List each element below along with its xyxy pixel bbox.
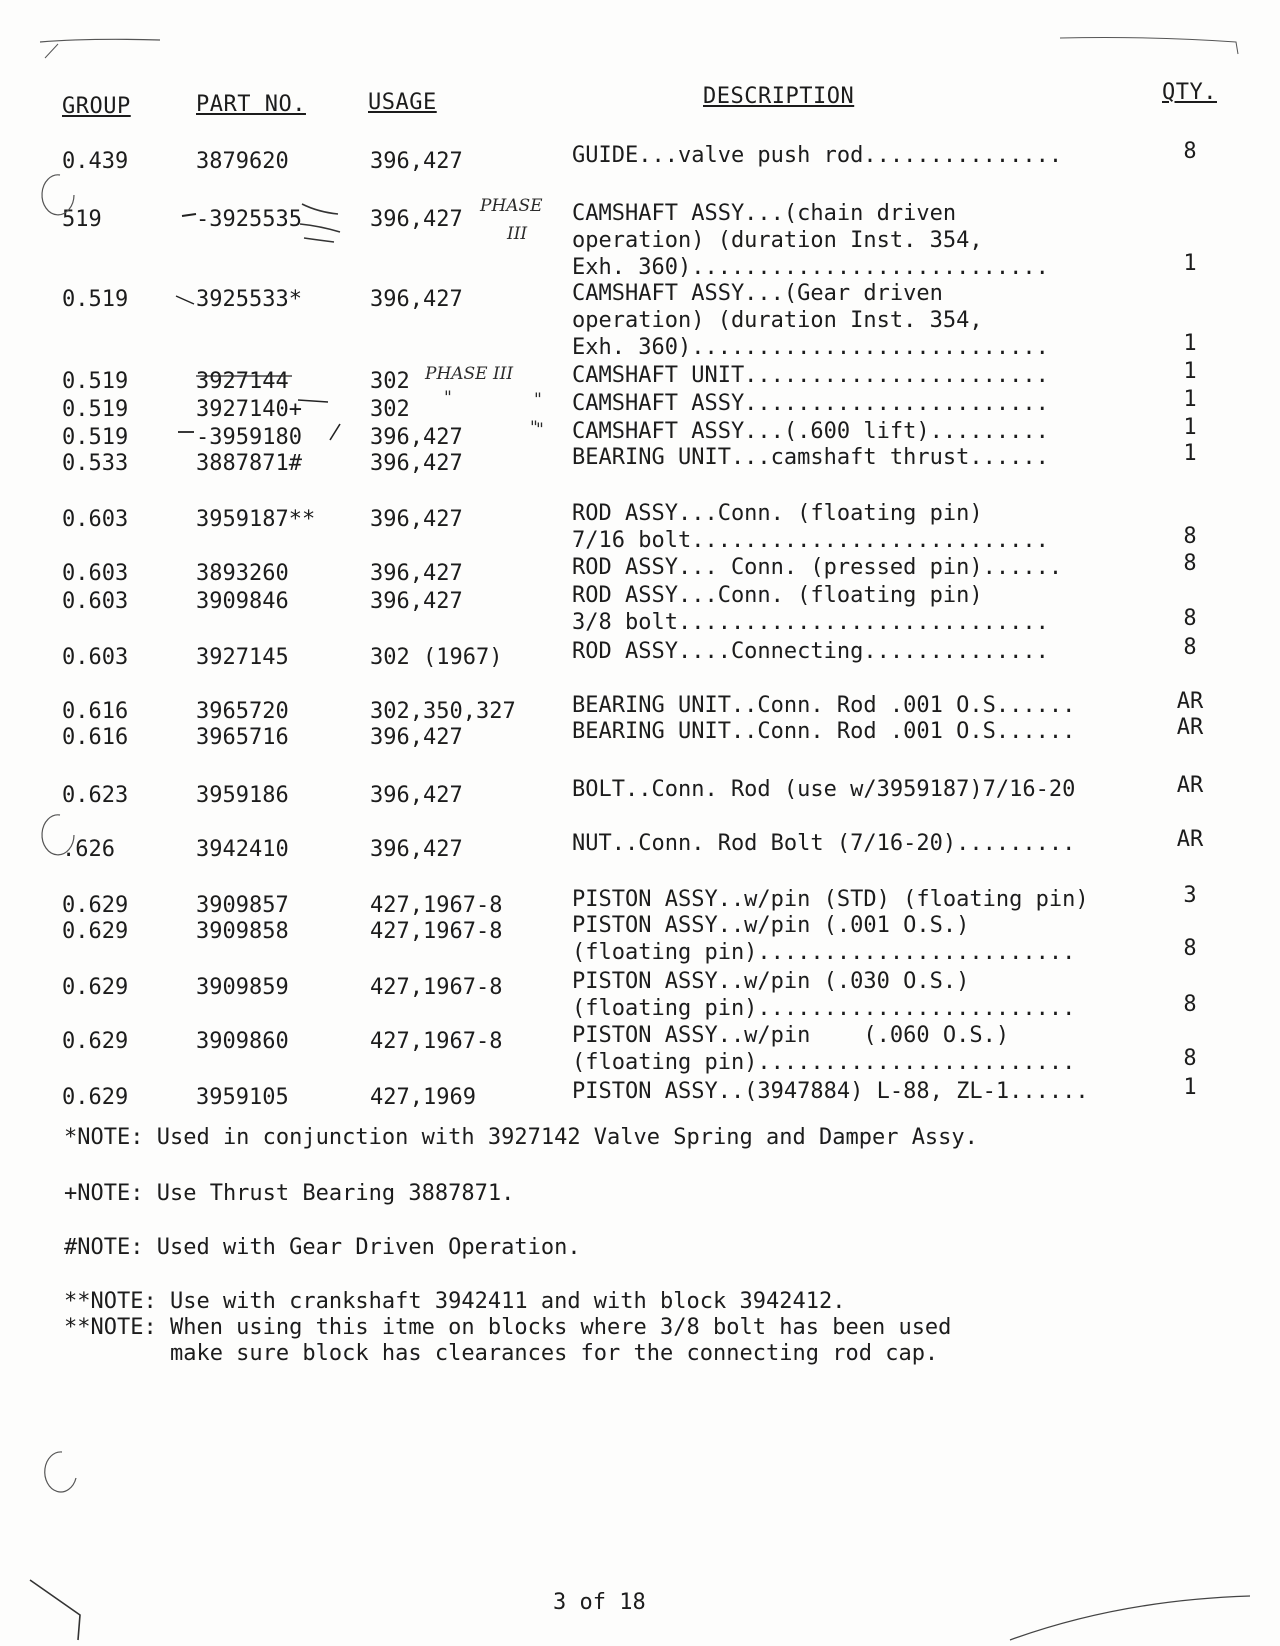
cell-usage: 396,427	[370, 589, 463, 614]
cell-group: 0.603	[62, 589, 129, 614]
note-line: **NOTE: Use with crankshaft 3942411 and with block 3942412.	[64, 1289, 846, 1314]
handwritten-scribble	[300, 204, 340, 232]
cell-part-no: -3959180	[196, 425, 302, 450]
cell-usage: 302	[370, 397, 410, 422]
cell-usage: 396,427	[370, 783, 463, 808]
cell-group: 0.519	[62, 369, 129, 394]
header-group: GROUP	[62, 94, 131, 119]
cell-part-no: 3879620	[196, 149, 289, 174]
cell-qty: 8	[1183, 992, 1197, 1017]
handwritten-dash	[182, 214, 196, 216]
cell-usage: 427,1967-8	[370, 1029, 503, 1054]
cell-group: 0.629	[62, 919, 129, 944]
cell-usage: 302,350,327	[370, 699, 516, 724]
handwritten-phase-note-2: PHASE III	[425, 364, 514, 384]
cell-description-line: NUT..Conn. Rod Bolt (7/16-20).........	[572, 831, 1076, 856]
cell-description-line: Exh. 360)...........................	[572, 255, 1049, 280]
cell-part-no: 3927144	[196, 369, 289, 394]
cell-group: 0.629	[62, 975, 129, 1000]
header-qty: QTY.	[1162, 80, 1217, 105]
note-line: make sure block has clearances for the connecting rod cap.	[64, 1341, 939, 1366]
handwritten-tick	[176, 296, 194, 304]
scan-mark	[30, 1580, 80, 1640]
cell-description-line: Exh. 360)...........................	[572, 335, 1049, 360]
cell-group: 0.519	[62, 287, 129, 312]
cell-group: 0.603	[62, 561, 129, 586]
cell-part-no: 3909859	[196, 975, 289, 1000]
cell-usage: 396,427	[370, 287, 463, 312]
cell-part-no: 3927145	[196, 645, 289, 670]
page-number: 3 of 18	[553, 1590, 646, 1615]
cell-part-no: 3887871#	[196, 451, 302, 476]
note-line: *NOTE: Used in conjunction with 3927142 Valve Spring and Damper Assy.	[64, 1125, 978, 1150]
handwritten-scribble	[304, 238, 334, 242]
cell-group: 0.629	[62, 1085, 129, 1110]
note-line: #NOTE: Used with Gear Driven Operation.	[64, 1235, 581, 1260]
cell-group: 0.603	[62, 645, 129, 670]
cell-qty: 8	[1183, 606, 1197, 631]
cell-part-no: 3909846	[196, 589, 289, 614]
cell-usage: 396,427	[370, 507, 463, 532]
header-description: DESCRIPTION	[703, 84, 855, 109]
cell-description-line: BOLT..Conn. Rod (use w/3959187)7/16-20	[572, 777, 1076, 802]
cell-qty: 8	[1183, 524, 1197, 549]
cell-group: 0.629	[62, 1029, 129, 1054]
cell-qty: 8	[1183, 635, 1197, 660]
handwritten-phase-note: PHASE	[480, 196, 543, 216]
scan-mark	[1010, 1596, 1250, 1640]
cell-description-line: PISTON ASSY..(3947884) L-88, ZL-1......	[572, 1079, 1089, 1104]
note-line: +NOTE: Use Thrust Bearing 3887871.	[64, 1181, 515, 1206]
cell-description-line: ROD ASSY...Conn. (floating pin)	[572, 501, 983, 526]
cell-group: 0.519	[62, 397, 129, 422]
cell-qty: 3	[1183, 883, 1197, 908]
cell-description-line: CAMSHAFT UNIT.......................	[572, 363, 1049, 388]
handwritten-tick	[330, 424, 340, 440]
cell-usage: 427,1969	[370, 1085, 476, 1110]
header-part-no: PART NO.	[196, 92, 306, 117]
cell-qty: 1	[1183, 441, 1197, 466]
cell-description-line: BEARING UNIT..Conn. Rod .001 O.S......	[572, 719, 1076, 744]
cell-part-no: 3965716	[196, 725, 289, 750]
scan-mark	[1060, 38, 1238, 55]
cell-part-no: 3909857	[196, 893, 289, 918]
cell-description-line: CAMSHAFT ASSY.......................	[572, 391, 1049, 416]
cell-qty: 1	[1183, 251, 1197, 276]
cell-part-no: -3925535	[196, 207, 302, 232]
cell-description-line: BEARING UNIT...camshaft thrust......	[572, 445, 1049, 470]
cell-qty: AR	[1176, 715, 1204, 740]
cell-group: 0.616	[62, 699, 129, 724]
cell-part-no: 3909858	[196, 919, 289, 944]
cell-qty: 8	[1183, 936, 1197, 961]
cell-qty: AR	[1176, 827, 1204, 852]
cell-qty: 1	[1183, 415, 1197, 440]
cell-part-no: 3925533*	[196, 287, 302, 312]
cell-qty: AR	[1176, 773, 1204, 798]
cell-description-line: PISTON ASSY..w/pin (.060 O.S.)	[572, 1023, 1010, 1048]
header-usage: USAGE	[368, 90, 437, 115]
punch-hole-mark	[45, 1452, 76, 1492]
cell-usage: 396,427	[370, 837, 463, 862]
cell-description-line: operation) (duration Inst. 354,	[572, 308, 983, 333]
cell-group: 0.623	[62, 783, 129, 808]
cell-part-no: 3927140+	[196, 397, 302, 422]
cell-usage: 396,427	[370, 725, 463, 750]
cell-description-line: ROD ASSY...Conn. (floating pin)	[572, 583, 983, 608]
cell-description-line: (floating pin)........................	[572, 1050, 1076, 1075]
cell-part-no: 3893260	[196, 561, 289, 586]
cell-part-no: 3959186	[196, 783, 289, 808]
cell-group: 0.603	[62, 507, 129, 532]
cell-description-line: 7/16 bolt...........................	[572, 528, 1049, 553]
cell-group: 0.533	[62, 451, 129, 476]
handwritten-ditto-mark: "	[534, 390, 542, 410]
cell-description-line: CAMSHAFT ASSY...(.600 lift).........	[572, 419, 1049, 444]
cell-qty: 1	[1183, 359, 1197, 384]
handwritten-ditto-mark: "	[444, 388, 452, 408]
cell-qty: 8	[1183, 1046, 1197, 1071]
cell-usage: 427,1967-8	[370, 919, 503, 944]
cell-qty: 1	[1183, 331, 1197, 356]
handwritten-ditto-mark: "	[536, 420, 544, 440]
cell-description-line: ROD ASSY... Conn. (pressed pin)......	[572, 555, 1063, 580]
cell-group: 0.629	[62, 893, 129, 918]
handwritten-dash	[298, 400, 328, 402]
cell-qty: AR	[1176, 689, 1204, 714]
cell-qty: 8	[1183, 551, 1197, 576]
cell-description-line: (floating pin)........................	[572, 996, 1076, 1021]
cell-usage: 396,427	[370, 207, 463, 232]
cell-group: .626	[62, 837, 115, 862]
cell-part-no: 3942410	[196, 837, 289, 862]
handwritten-ditto-mark: "	[530, 418, 538, 438]
cell-usage: 302	[370, 369, 410, 394]
scan-mark	[40, 39, 160, 42]
cell-qty: 1	[1183, 387, 1197, 412]
cell-description-line: (floating pin)........................	[572, 940, 1076, 965]
punch-hole-mark	[42, 815, 74, 855]
cell-part-no: 3965720	[196, 699, 289, 724]
cell-description-line: CAMSHAFT ASSY...(chain driven	[572, 201, 957, 226]
cell-description-line: PISTON ASSY..w/pin (STD) (floating pin)	[572, 887, 1089, 912]
cell-description-line: operation) (duration Inst. 354,	[572, 228, 983, 253]
cell-description-line: PISTON ASSY..w/pin (.030 O.S.)	[572, 969, 970, 994]
cell-usage: 427,1967-8	[370, 975, 503, 1000]
cell-description-line: BEARING UNIT..Conn. Rod .001 O.S......	[572, 693, 1076, 718]
cell-group: 0.616	[62, 725, 129, 750]
scan-mark	[45, 44, 58, 58]
note-line: **NOTE: When using this itme on blocks where 3/8 bolt has been used	[64, 1315, 952, 1340]
cell-group: 519	[62, 207, 102, 232]
cell-part-no: 3909860	[196, 1029, 289, 1054]
cell-description-line: PISTON ASSY..w/pin (.001 O.S.)	[572, 913, 970, 938]
cell-usage: 396,427	[370, 425, 463, 450]
cell-description-line: ROD ASSY....Connecting..............	[572, 639, 1049, 664]
cell-usage: 427,1967-8	[370, 893, 503, 918]
cell-description-line: GUIDE...valve push rod...............	[572, 143, 1063, 168]
cell-qty: 8	[1183, 139, 1197, 164]
punch-hole-mark	[42, 175, 74, 215]
cell-usage: 396,427	[370, 561, 463, 586]
cell-group: 0.519	[62, 425, 129, 450]
cell-usage: 396,427	[370, 451, 463, 476]
cell-part-no: 3959187**	[196, 507, 316, 532]
cell-description-line: 3/8 bolt............................	[572, 610, 1049, 635]
cell-part-no: 3959105	[196, 1085, 289, 1110]
handwritten-phase-number: III	[507, 224, 528, 244]
cell-usage: 302 (1967)	[370, 645, 503, 670]
cell-group: 0.439	[62, 149, 129, 174]
cell-description-line: CAMSHAFT ASSY...(Gear driven	[572, 281, 943, 306]
cell-qty: 1	[1183, 1075, 1197, 1100]
cell-usage: 396,427	[370, 149, 463, 174]
